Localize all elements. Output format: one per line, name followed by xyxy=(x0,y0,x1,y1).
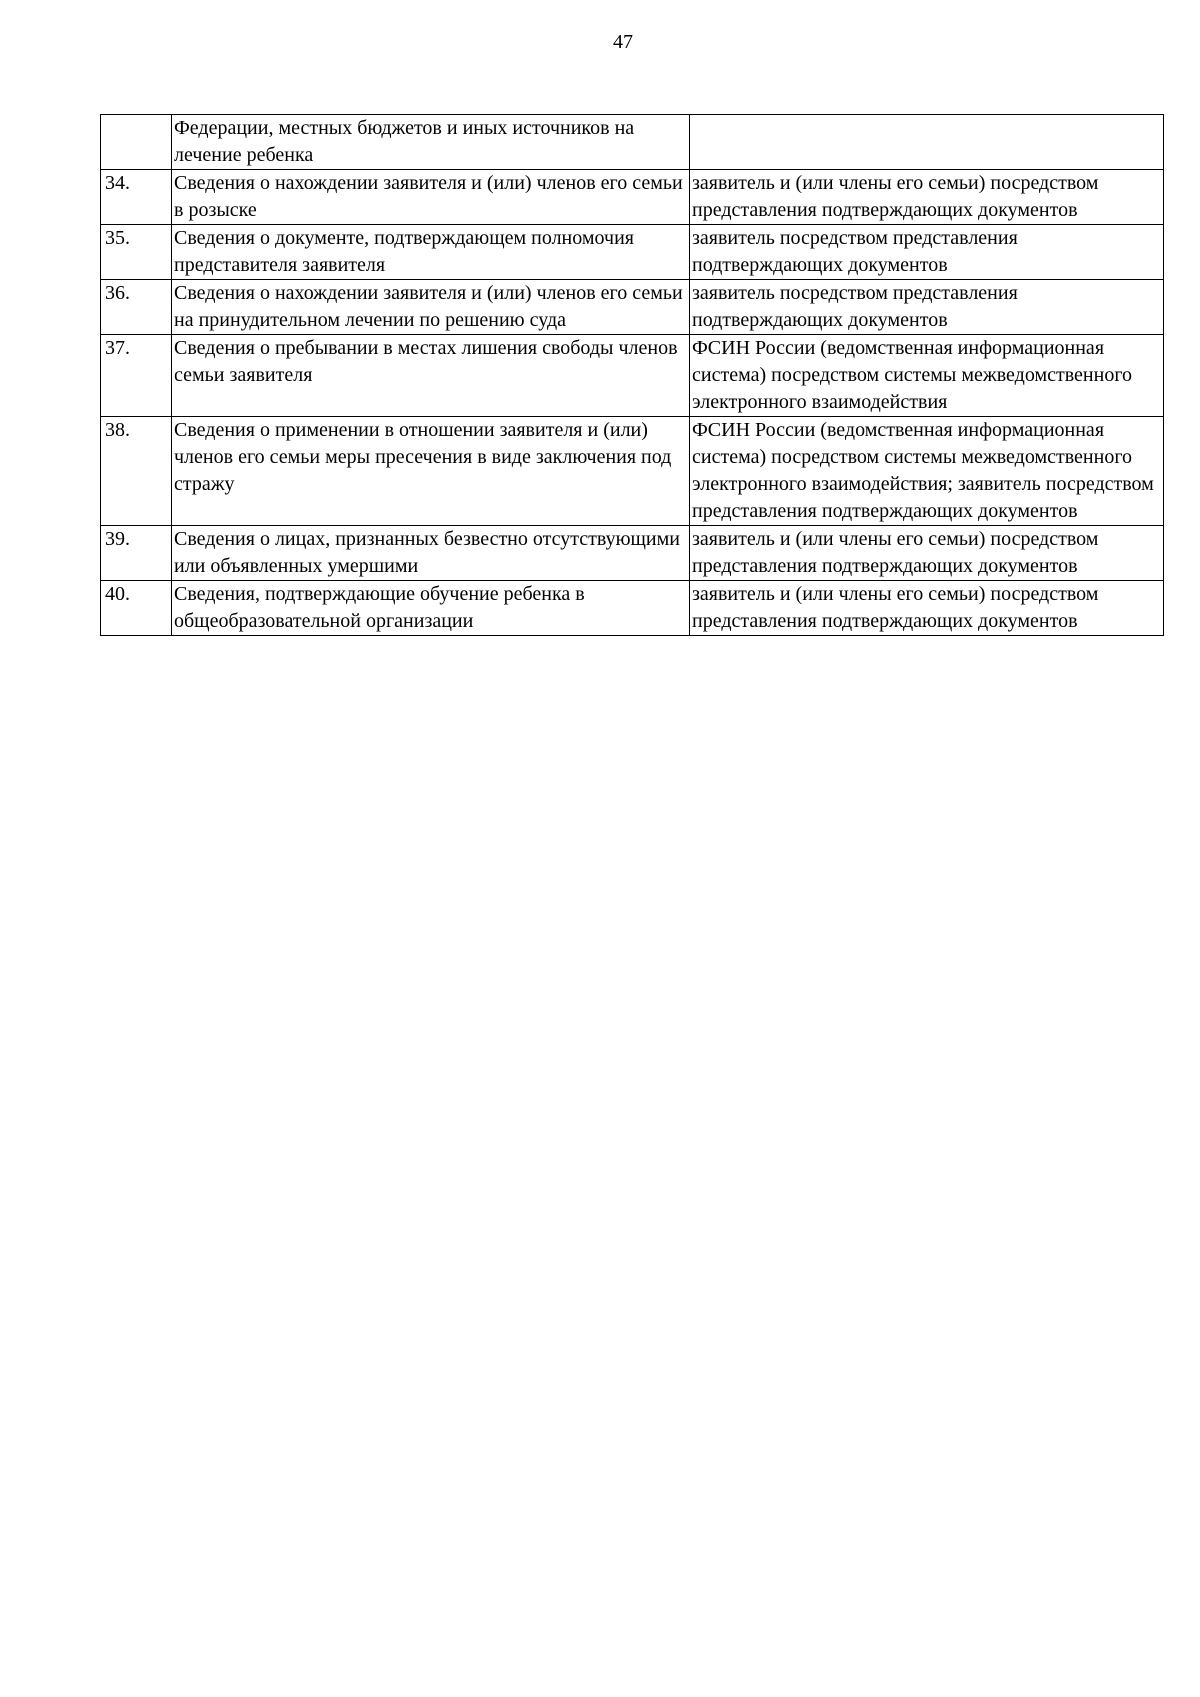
table-row xyxy=(101,170,1164,225)
table-row xyxy=(101,280,1164,335)
info-name: Сведения о применении в отношении заявителя и (или) членов его семьи меры пресечения в виде заключения под стражу xyxy=(172,417,690,526)
info-source: заявитель и (или члены его семьи) посредством представления подтверждающих документов xyxy=(690,526,1164,581)
info-source: заявитель посредством представления подтверждающих документов xyxy=(690,280,1164,335)
table-row xyxy=(101,335,1164,417)
info-name: Сведения о нахождении заявителя и (или) членов его семьи в розыске xyxy=(172,170,690,225)
info-name: Сведения о документе, подтверждающем полномочия представителя заявителя xyxy=(172,225,690,280)
row-number: 37. xyxy=(101,335,172,417)
row-number: 34. xyxy=(101,170,172,225)
table-row xyxy=(101,417,1164,526)
row-number: 38. xyxy=(101,417,172,526)
info-name: Сведения о лицах, признанных безвестно отсутствующими или объявленных умершими xyxy=(172,526,690,581)
row-number: 39. xyxy=(101,526,172,581)
table-row xyxy=(101,526,1164,581)
table-row xyxy=(101,115,1164,170)
info-source: ФСИН России (ведомственная информационная система) посредством системы межведомственного электронного взаимодействия; заявитель посредством представления подтверждающих документов xyxy=(690,417,1164,526)
info-source: заявитель посредством представления подтверждающих документов xyxy=(690,225,1164,280)
row-number: 40. xyxy=(101,581,172,636)
info-source: заявитель и (или члены его семьи) посредством представления подтверждающих документов xyxy=(690,581,1164,636)
info-source: заявитель и (или члены его семьи) посредством представления подтверждающих документов xyxy=(690,170,1164,225)
row-number xyxy=(101,115,172,170)
info-name: Сведения о пребывании в местах лишения свободы членов семьи заявителя xyxy=(172,335,690,417)
row-number: 35. xyxy=(101,225,172,280)
info-source xyxy=(690,115,1164,170)
table-row xyxy=(101,581,1164,636)
row-number: 36. xyxy=(101,280,172,335)
info-source: ФСИН России (ведомственная информационная система) посредством системы межведомственного электронного взаимодействия xyxy=(690,335,1164,417)
page-number: 47 xyxy=(613,31,633,53)
documents-table xyxy=(100,114,1164,636)
table-row xyxy=(101,225,1164,280)
info-name: Федерации, местных бюджетов и иных источников на лечение ребенка xyxy=(172,115,690,170)
info-name: Сведения, подтверждающие обучение ребенка в общеобразовательной организации xyxy=(172,581,690,636)
info-name: Сведения о нахождении заявителя и (или) членов его семьи на принудительном лечении по решению суда xyxy=(172,280,690,335)
